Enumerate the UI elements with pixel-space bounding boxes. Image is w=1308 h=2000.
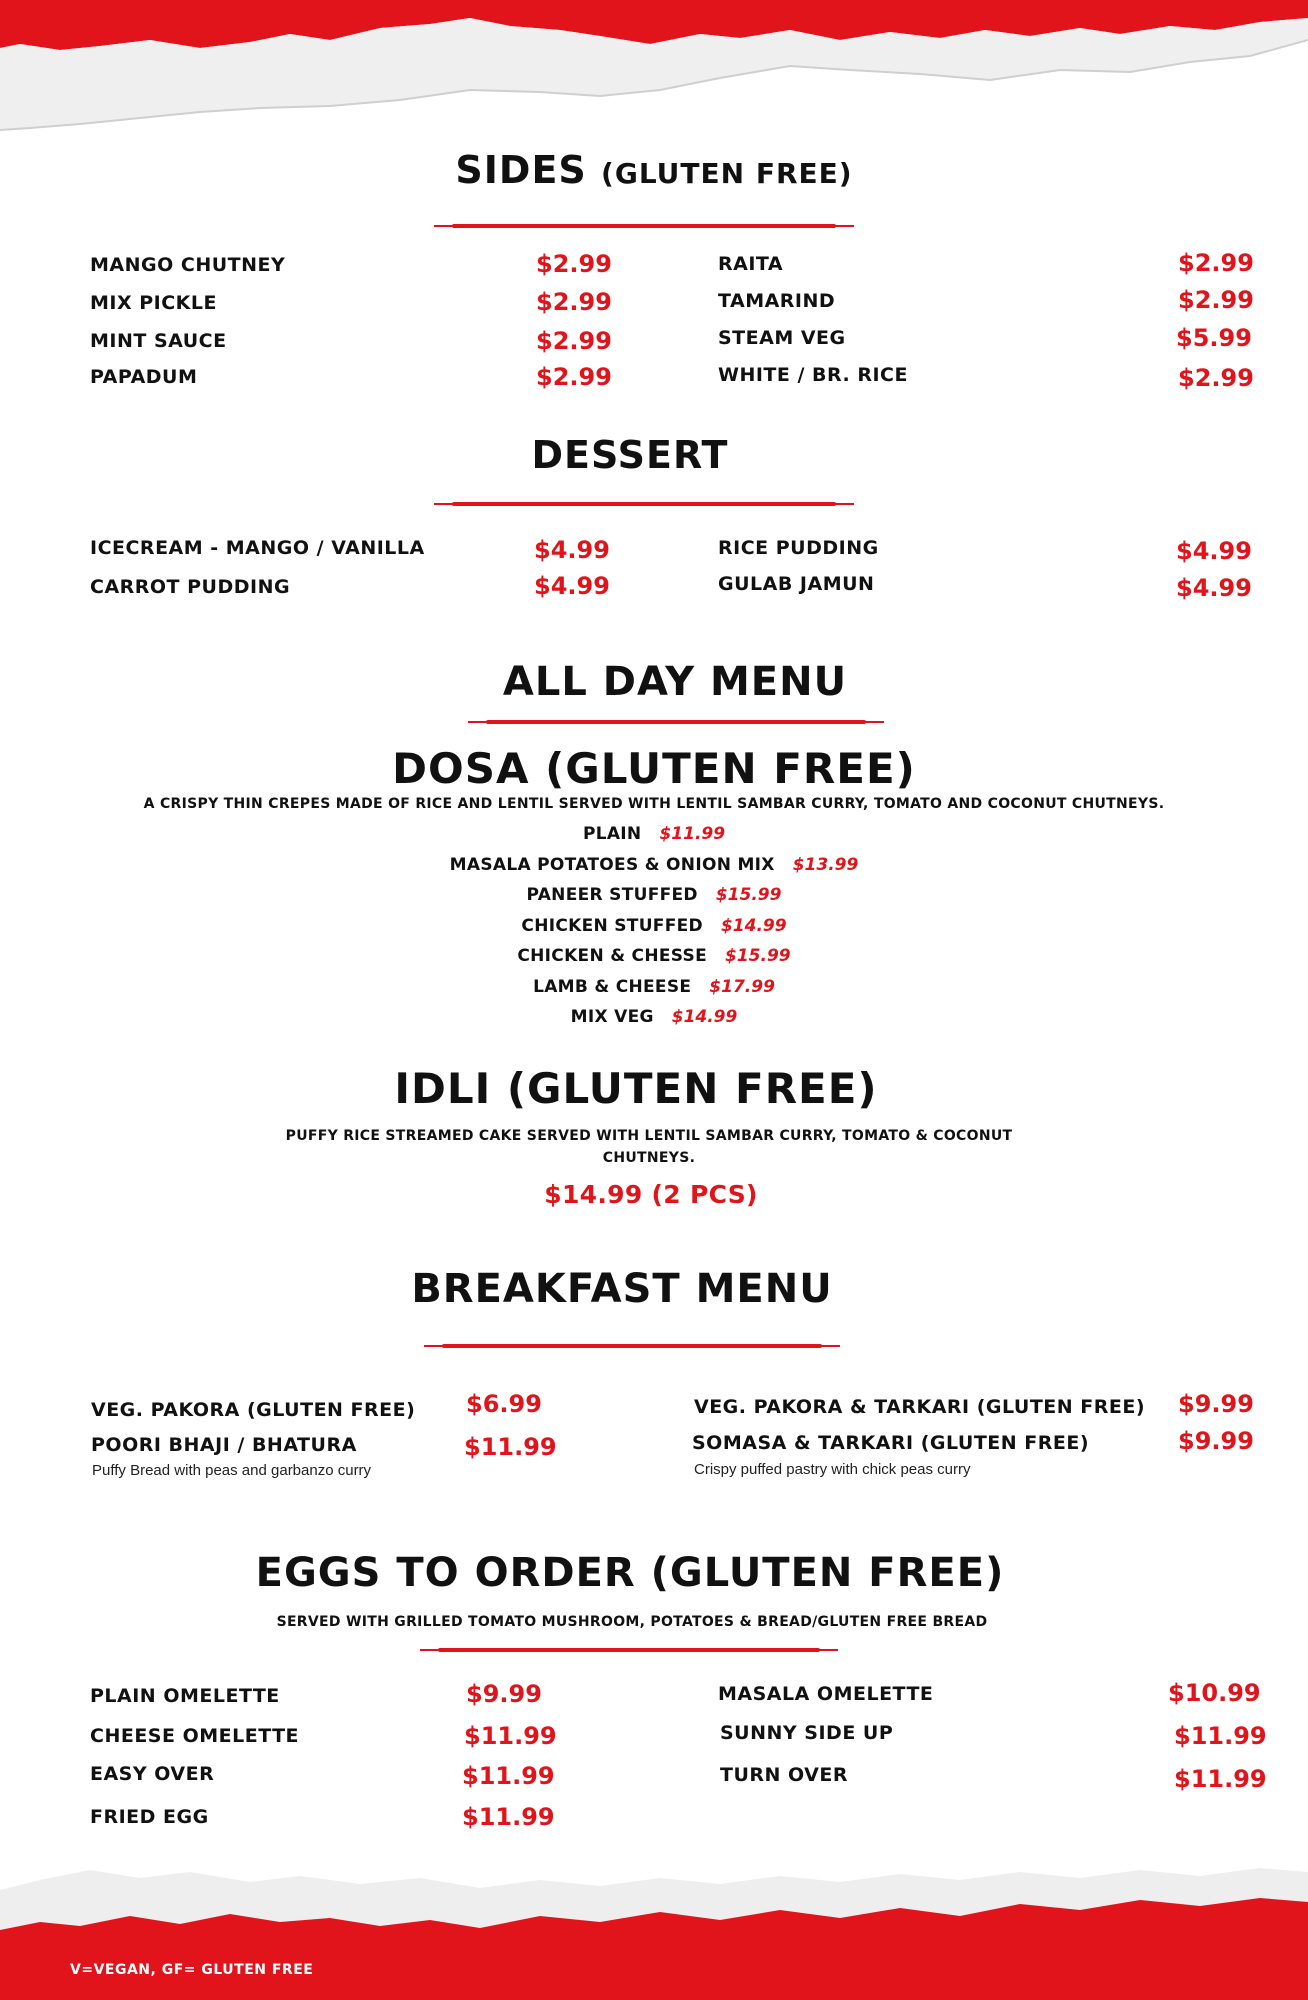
dosa-list [0,824,1308,1038]
idli-price: $14.99 (2 PCS) [544,1180,758,1209]
list-item [0,1007,1308,1038]
menu-item-name: VEG. PAKORA (GLUTEN FREE) [91,1399,416,1421]
idli-heading: IDLI (GLUTEN FREE) [394,1064,878,1113]
menu-item-name: VEG. PAKORA & TARKARI (GLUTEN FREE) [694,1396,1146,1418]
menu-item-name: PAPADUM [90,366,198,388]
sides-heading [0,148,1308,192]
menu-item-name: EASY OVER [90,1763,215,1785]
list-item [0,916,1308,947]
menu-item-price: $6.99 [466,1390,542,1418]
menu-item-name: WHITE / BR. RICE [718,364,908,386]
breakfast-divider [442,1344,822,1348]
menu-item-name: MINT SAUCE [90,330,227,352]
list-item [0,977,1308,1008]
menu-item-price: $2.99 [1178,249,1254,277]
menu-item-name: SOMASA & TARKARI (GLUTEN FREE) [692,1432,1090,1454]
dosa-item-price: $13.99 [792,854,859,875]
menu-item-price: $2.99 [536,327,612,355]
dosa-item-price: $17.99 [709,976,775,997]
list-item [0,824,1308,855]
menu-item-price: $11.99 [1174,1722,1267,1750]
menu-item-name: STEAM VEG [718,327,846,349]
menu-item-price: $11.99 [464,1433,557,1461]
torn-paper-top [0,0,1308,140]
sides-title: SIDES [455,148,587,192]
dosa-item-price: $14.99 [671,1007,738,1027]
menu-item-price: $10.99 [1168,1679,1261,1707]
list-item [0,855,1308,886]
dosa-heading: DOSA (GLUTEN FREE) [392,744,916,793]
menu-item-name: MANGO CHUTNEY [90,254,286,276]
menu-item-name: TURN OVER [720,1764,848,1786]
menu-item-price: $11.99 [462,1762,555,1790]
menu-item-name: RAITA [718,253,784,275]
menu-item-name: GULAB JAMUN [718,573,875,595]
menu-item-price: $2.99 [1178,364,1254,392]
menu-item-name: RICE PUDDING [718,537,879,559]
dessert-divider [452,502,836,506]
menu-item-price: $2.99 [536,363,612,391]
menu-item-note: Crispy puffed pastry with chick peas curry [694,1461,971,1478]
dosa-description: A CRISPY THIN CREPES MADE OF RICE AND LENTIL SERVED WITH LENTIL SAMBAR CURRY, TOMATO AND COCONUT CHUTNEYS. [143,796,1165,812]
dosa-item-name: CHICKEN STUFFED [521,915,703,936]
menu-item-name: MIX PICKLE [90,292,217,314]
idli-description-line2: CHUTNEYS. [602,1150,696,1166]
menu-item-price: $9.99 [466,1680,542,1708]
menu-item-price: $4.99 [1176,537,1252,565]
menu-item-name: POORI BHAJI / BHATURA [91,1434,357,1456]
eggs-heading: EGGS TO ORDER (GLUTEN FREE) [255,1550,1005,1596]
menu-item-price: $5.99 [1176,324,1252,352]
dosa-item-name: PLAIN [582,824,642,844]
sides-subtitle: (GLUTEN FREE) [601,157,853,190]
menu-item-price: $2.99 [536,250,612,278]
dosa-item-name: PANEER STUFFED [526,885,698,905]
eggs-divider [438,1648,820,1652]
menu-item-name: FRIED EGG [90,1806,209,1828]
menu-item-name: MASALA OMELETTE [718,1683,934,1705]
menu-item-price: $11.99 [464,1722,557,1750]
sides-divider [452,224,836,228]
menu-item-price: $9.99 [1178,1427,1254,1455]
menu-item-price: $9.99 [1178,1390,1254,1418]
menu-item-price: $4.99 [534,572,610,600]
dosa-item-price: $11.99 [659,824,726,844]
dosa-item-price: $14.99 [720,915,787,936]
dosa-item-name: CHICKEN & CHESSE [517,946,708,966]
dosa-item-name: LAMB & CHEESE [533,976,692,997]
dosa-item-price: $15.99 [715,885,782,905]
menu-item-price: $2.99 [536,288,612,316]
dessert-heading: DESSERT [531,433,729,477]
all-day-menu-heading: ALL DAY MENU [502,659,848,705]
list-item [0,885,1308,916]
menu-item-price: $2.99 [1178,286,1254,314]
eggs-description: SERVED WITH GRILLED TOMATO MUSHROOM, POTATOES & BREAD/GLUTEN FREE BREAD [276,1614,988,1630]
menu-item-price: $4.99 [1176,574,1252,602]
dosa-item-name: MASALA POTATOES & ONION MIX [449,854,775,875]
menu-item-name: SUNNY SIDE UP [720,1722,894,1744]
menu-item-name: ICECREAM - MANGO / VANILLA [90,537,425,559]
menu-item-note: Puffy Bread with peas and garbanzo curry [92,1462,372,1479]
dosa-item-price: $15.99 [725,946,791,966]
breakfast-heading: BREAKFAST MENU [411,1266,833,1312]
all-day-divider [486,720,866,724]
footer-legend: V=VEGAN, GF= GLUTEN FREE [70,1962,314,1978]
menu-item-name: TAMARIND [718,290,836,312]
menu-item-name: CARROT PUDDING [90,576,291,598]
idli-description-line1: PUFFY RICE STREAMED CAKE SERVED WITH LENTIL SAMBAR CURRY, TOMATO & COCONUT [285,1128,1013,1144]
menu-item-name: CHEESE OMELETTE [90,1725,300,1747]
list-item [0,946,1308,977]
menu-item-price: $11.99 [462,1803,555,1831]
menu-item-price: $11.99 [1174,1765,1267,1793]
dosa-item-name: MIX VEG [570,1007,654,1027]
menu-item-name: PLAIN OMELETTE [90,1685,280,1707]
menu-item-price: $4.99 [534,536,610,564]
